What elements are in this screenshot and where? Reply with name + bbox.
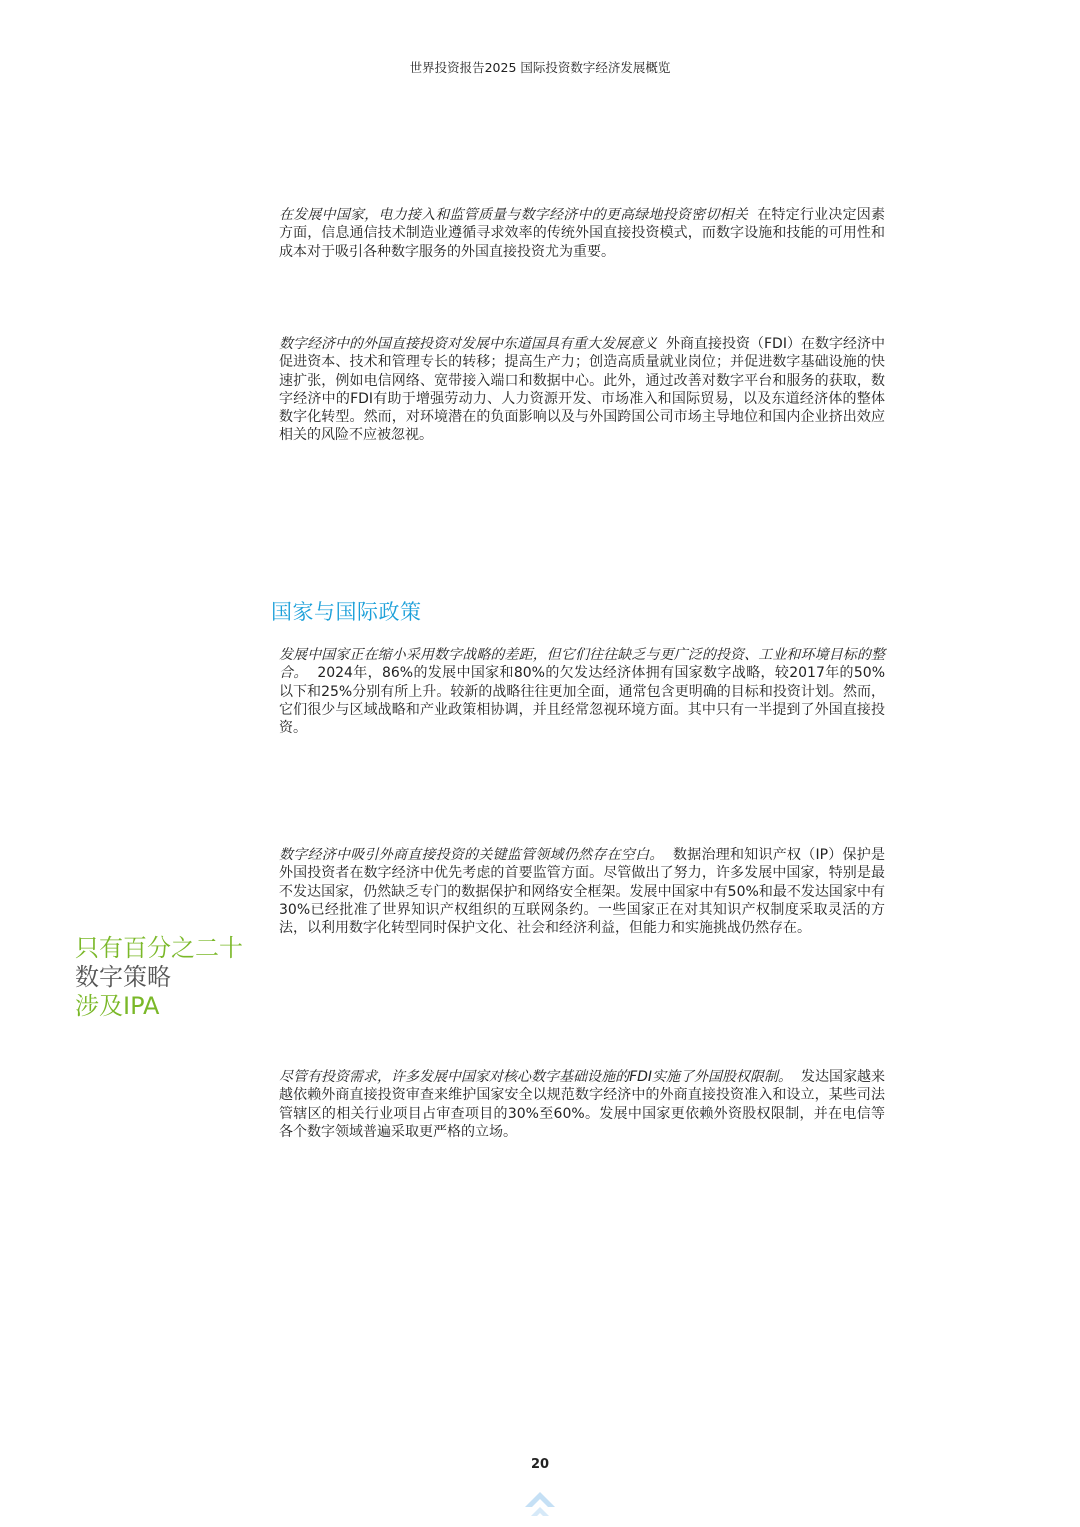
paragraph-lead: 发展中国家正在缩小采用数字战略的差距，但它们往往缺乏与更广泛的投资、工业和环境目标的整合。: [279, 647, 885, 682]
pullquote-line-3: 涉及IPA: [75, 992, 160, 1020]
paragraph-lead: 数字经济中的外国直接投资对发展中东道国具有重大发展意义: [279, 336, 658, 352]
paragraph-body: 发达国家越来越依赖外商直接投资审查来维护国家安全以规范数字经济中的外商直接投资准入和设立，某些司法管辖区的相关行业项目占审查项目的30%至60%。发展中国家更依赖外资股权限制，并在电信等各个数字领域普遍采取更严格的立场。: [279, 1069, 885, 1140]
paragraph-fdi-significance: [279, 335, 885, 445]
section-title: 国家与国际政策: [271, 600, 422, 624]
paragraph-body: 外商直接投资（FDI）在数字经济中促进资本、技术和管理专长的转移；提高生产力；创造高质量就业岗位；并促进数字基础设施的快速扩张，例如电信网络、宽带接入端口和数据中心。此外，通过改善对数字平台和服务的获取，数字经济中的FDI有助于增强劳动力、人力资源开发、市场准入和国际贸易，以及东道经济体的整体数字化转型。然而，对环境潜在的负面影响以及与外国跨国公司市场主导地位和国内企业挤出效应相关的风险不应被忽视。: [279, 336, 885, 444]
pullquote: [75, 934, 245, 1021]
paragraph-greenfield: [279, 206, 885, 261]
pullquote-line-1: 只有百分之二十: [75, 934, 243, 962]
paragraph-body: 在特定行业决定因素方面，信息通信技术制造业遵循寻求效率的传统外国直接投资模式，而数字设施和技能的可用性和成本对于吸引各种数字服务的外国直接投资尤为重要。: [279, 207, 886, 260]
paragraph-body: 数据治理和知识产权（IP）保护是外国投资者在数字经济中优先考虑的首要监管方面。尽管做出了努力，许多发展中国家，特别是最不发达国家，仍然缺乏专门的数据保护和网络安全框架。发展中国家中有50%和最不发达国家中有30%已经批准了世界知识产权组织的互联网条约。一些国家正在对其知识产权制度采取灵活的方法，以利用数字化转型同时保护文化、社会和经济利益，但能力和实施挑战仍然存在。: [279, 847, 885, 937]
paragraph-equity-restrictions: [279, 1068, 885, 1141]
page-number: 20: [530, 1457, 550, 1472]
paragraph-lead: 尽管有投资需求，许多发展中国家对核心数字基础设施的FDI实施了外国股权限制。: [279, 1069, 793, 1085]
paragraph-lead: 在发展中国家，电力接入和监管质量与数字经济中的更高绿地投资密切相关: [279, 207, 748, 223]
running-header: 世界投资报告2025 国际投资数字经济发展概览: [409, 60, 671, 75]
paragraph-regulatory-gaps: [279, 846, 885, 937]
paragraph-body: 2024年，86%的发展中国家和80%的欠发达经济体拥有国家数字战略，较2017年的50%以下和25%分别有所上升。较新的战略往往更加全面，通常包含更明确的目标和投资计划。然而，它们很少与区域战略和产业政策相协调，并且经常忽视环境方面。其中只有一半提到了外国直接投资。: [279, 665, 886, 737]
paragraph-lead: 数字经济中吸引外商直接投资的关键监管领域仍然存在空白。: [279, 847, 664, 863]
chevron-up-icon[interactable]: [522, 1484, 558, 1520]
pullquote-line-2: 数字策略: [75, 963, 171, 991]
paragraph-digital-strategy: [279, 646, 885, 737]
